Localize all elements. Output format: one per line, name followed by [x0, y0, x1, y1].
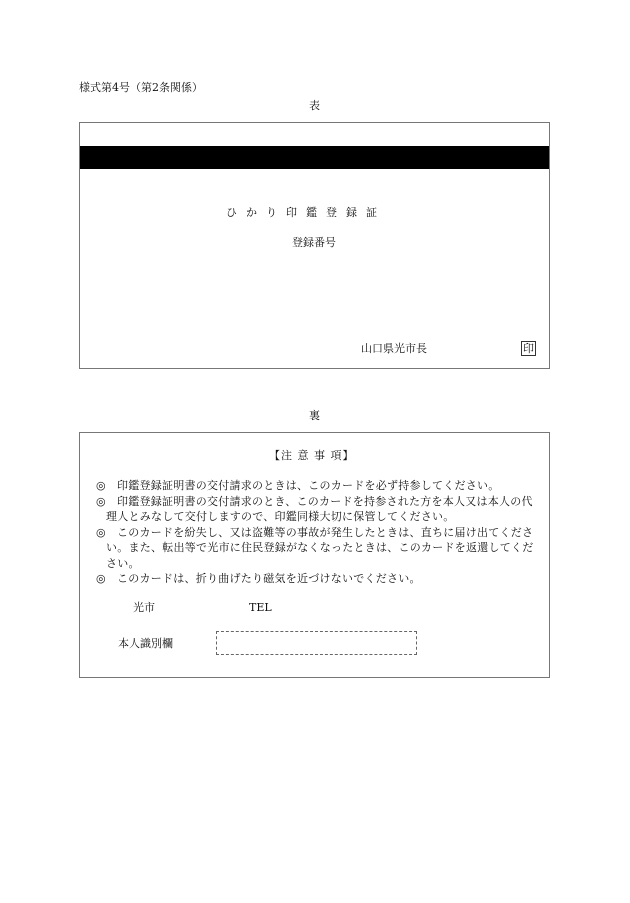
note-line [96, 509, 546, 525]
back-card [79, 432, 550, 678]
notes-list [96, 478, 546, 587]
bullet-icon: ◎ [96, 479, 106, 492]
note-line [96, 478, 546, 494]
back-side-label: 裏 [309, 409, 320, 422]
issuer-name: 山口県光市長 [361, 342, 427, 355]
note-item [96, 525, 546, 572]
note-text: 理人とみなして交付しますので、印鑑同様大切に保管してください。 [106, 510, 455, 523]
front-side-label: 表 [309, 99, 320, 112]
note-item [96, 571, 546, 587]
registration-number-label: 登録番号 [292, 236, 336, 249]
note-item [96, 494, 546, 525]
note-text: このカードを紛失し、又は盗難等の事故が発生したときは、直ちに届け出てくださ [117, 525, 534, 539]
note-line [96, 571, 546, 587]
id-field-box [216, 631, 417, 655]
note-line [96, 556, 546, 572]
bullet-icon: ◎ [96, 525, 106, 539]
bullet-icon: ◎ [96, 572, 106, 585]
note-line [96, 525, 546, 541]
magnetic-stripe [80, 146, 549, 169]
note-text: 印鑑登録証明書の交付請求のとき、このカードを持参された方を本人又は本人の代 [117, 494, 533, 508]
form-label: 様式第4号（第2条関係） [79, 81, 203, 94]
note-text: 印鑑登録証明書の交付請求のときは、このカードを必ず持参してください。 [117, 479, 500, 492]
bullet-icon: ◎ [96, 494, 106, 508]
note-text: このカードは、折り曲げたり磁気を近づけないでください。 [117, 572, 421, 585]
note-line [96, 494, 546, 510]
tel-label: TEL [249, 601, 272, 614]
city-label: 光市 [133, 601, 155, 614]
note-text: さい。 [106, 556, 140, 570]
seal-mark: 印 [523, 342, 534, 355]
note-text: い。また、転出等で光市に住民登録がなくなったときは、このカードを返還してくだ [106, 541, 534, 554]
card-title: ひかり印鑑登録証 [226, 206, 386, 219]
notes-heading: 【注 意 事 項】 [269, 449, 355, 462]
note-line [96, 540, 546, 556]
note-item [96, 478, 546, 494]
id-field-label: 本人識別欄 [118, 637, 173, 650]
front-card [79, 122, 550, 369]
